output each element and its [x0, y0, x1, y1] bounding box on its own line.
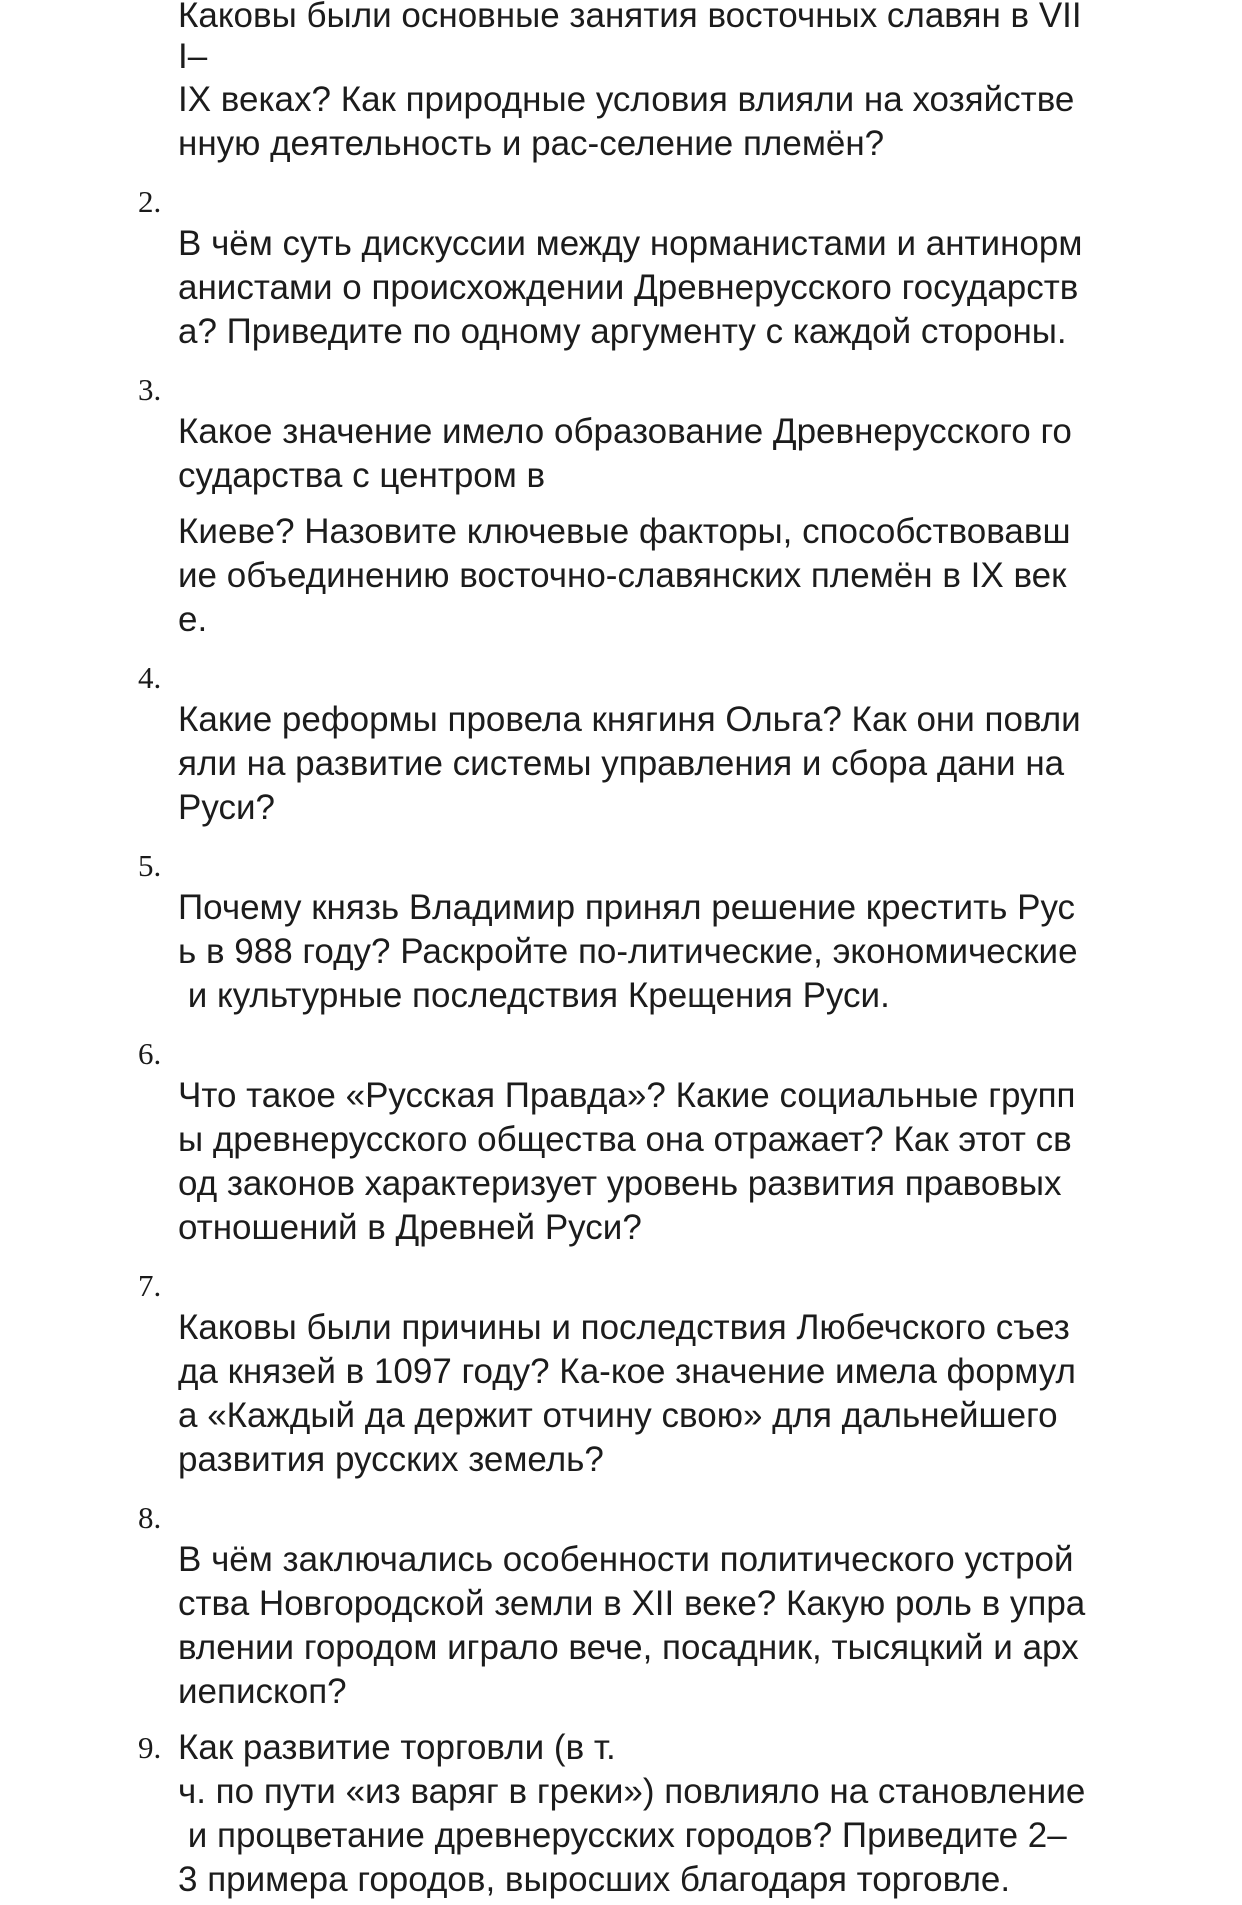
- question-9-line-3: и процветание древнерусских городов? Приведите 2–: [178, 1816, 1067, 1855]
- question-8-line-3: влении городом играло вече, посадник, тысяцкий и арх: [178, 1628, 1079, 1667]
- question-9-number: 9.: [138, 1730, 162, 1765]
- question-2-line-3: а? Приведите по одному аргументу с каждой стороны.: [178, 312, 1067, 351]
- question-3-line-5: е.: [178, 600, 208, 639]
- question-7-line-1: Каковы были причины и последствия Любечского съез: [178, 1308, 1070, 1347]
- question-1-line-4: нную деятельность и рас-селение племён?: [178, 124, 885, 163]
- question-8-line-4: иепископ?: [178, 1672, 347, 1711]
- question-6-line-3: од законов характеризует уровень развития правовых: [178, 1164, 1062, 1203]
- question-3-line-2: сударства с центром в: [178, 456, 546, 495]
- question-9-line-2: ч. по пути «из варяг в греки») повлияло на становление: [178, 1772, 1086, 1811]
- question-9-line-1: Как развитие торговли (в т.: [178, 1728, 616, 1767]
- question-9-line-4: 3 примера городов, выросших благодаря торговле.: [178, 1860, 1011, 1899]
- question-4-line-3: Руси?: [178, 788, 275, 827]
- question-4-line-1: Какие реформы провела княгиня Ольга? Как они повли: [178, 700, 1081, 739]
- question-6-number: 6.: [138, 1036, 162, 1071]
- question-3-line-3: Киеве? Назовите ключевые факторы, способствовавш: [178, 512, 1071, 551]
- question-1-line-3: IX веках? Как природные условия влияли на хозяйстве: [178, 80, 1075, 119]
- question-5-line-2: ь в 988 году? Раскройте по-литические, экономические: [178, 932, 1078, 971]
- question-8-line-1: В чём заключались особенности политического устрой: [178, 1540, 1074, 1579]
- question-5-line-1: Почему князь Владимир принял решение крестить Рус: [178, 888, 1076, 927]
- question-8-line-2: ства Новгородской земли в XII веке? Какую роль в упра: [178, 1584, 1086, 1623]
- question-6-line-2: ы древнерусского общества она отражает? Как этот св: [178, 1120, 1072, 1159]
- question-1-line-1: Каковы были основные занятия восточных славян в VII: [178, 0, 1082, 35]
- question-3-line-1: Какое значение имело образование Древнерусского го: [178, 412, 1072, 451]
- question-7-line-3: а «Каждый да держит отчину свою» для дальнейшего: [178, 1396, 1058, 1435]
- question-3-line-4: ие объединению восточно-славянских племён в IX век: [178, 556, 1067, 595]
- question-2-line-1: В чём суть дискуссии между норманистами и антинорм: [178, 224, 1083, 263]
- question-4-number: 4.: [138, 660, 162, 695]
- question-8-number: 8.: [138, 1500, 162, 1535]
- question-3-number: 3.: [138, 372, 162, 407]
- question-2-line-2: анистами о происхождении Древнерусского государств: [178, 268, 1079, 307]
- question-5-line-3: и культурные последствия Крещения Руси.: [178, 976, 890, 1015]
- question-6-line-1: Что такое «Русская Правда»? Какие социальные групп: [178, 1076, 1076, 1115]
- question-4-line-2: яли на развитие системы управления и сбора дани на: [178, 744, 1065, 783]
- question-1-line-2: I–: [178, 37, 208, 76]
- question-5-number: 5.: [138, 848, 162, 883]
- question-7-line-2: да князей в 1097 году? Ка-кое значение имела формул: [178, 1352, 1076, 1391]
- question-7-line-4: развития русских земель?: [178, 1440, 604, 1479]
- question-6-line-4: отношений в Древней Руси?: [178, 1208, 642, 1247]
- question-7-number: 7.: [138, 1268, 162, 1303]
- question-2-number: 2.: [138, 184, 162, 219]
